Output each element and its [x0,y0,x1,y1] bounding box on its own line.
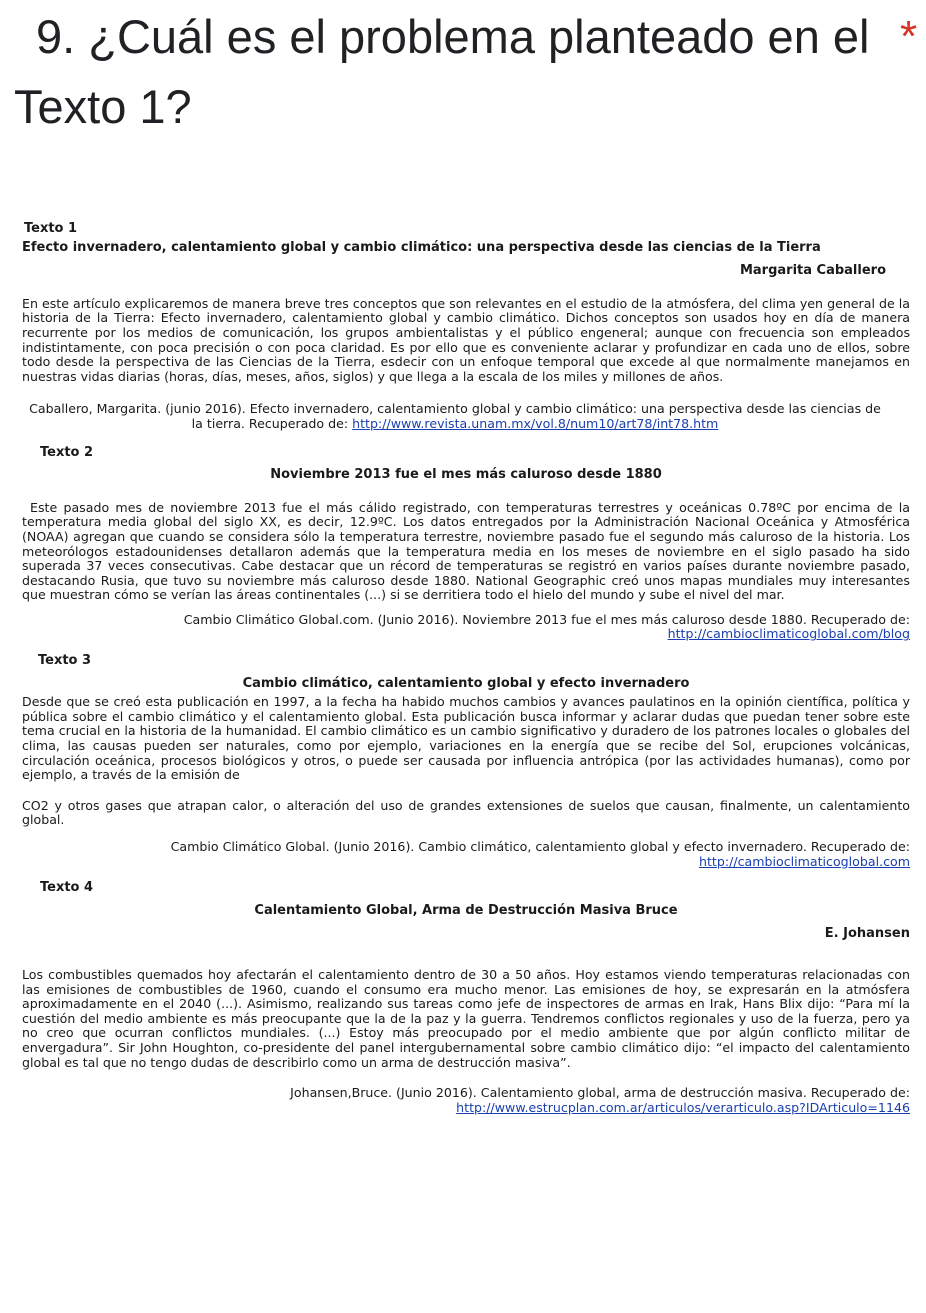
text3-body-continued: CO2 y otros gases que atrapan calor, o alteración del uso de grandes extensiones de suelos que causan, finalmente, un calentamiento global. [22,797,910,828]
text3-citation [22,840,910,869]
text4-body: Los combustibles quemados hoy afectarán el calentamiento dentro de 30 a 50 años. Hoy estamos viendo temperaturas relacionadas con las emisiones de combustibles de 1960, cuando el consumo era mucho menor. Las emisiones de hoy, se expresarán en la atmósfera aproximadamente en el 2040 (...). Asimismo, realizando sus tareas como jefe de inspectores de armas en Irak, Hans Blix dijo: “Para mí la cuestión del medio ambiente es más preocupante que la de la paz y la guerra. Tendremos conflictos regionales y uso de la fuerza, pero ya no creo que ocurran conflictos mundiales. (...) Estoy más preocupado por el medio ambiente que por algún conflicto militar de envergadura”. Sir John Houghton, co-presidente del panel intergubernamental sobre cambio climático dijo: “el impacto del calentamiento global es tal que no tengo dudas de describirlo como un arma de destrucción masiva”. [22,966,910,1070]
text2-label: Texto 2 [40,444,94,460]
text1-label: Texto 1 [24,221,78,236]
text2-url-link[interactable]: http://cambioclimaticoglobal.com/blog [667,626,910,642]
text4-title: Calentamiento Global, Arma de Destrucción Masiva Bruce [254,902,678,918]
text4-url-link[interactable]: http://www.estrucplan.com.ar/articulos/verarticulo.asp?IDArticulo=1146 [456,1099,910,1115]
text2-citation-text: Cambio Climático Global.com. (Junio 2016). Noviembre 2013 fue el mes más caluroso desde 1880. Recuperado de: [183,611,910,627]
text4-label: Texto 4 [40,880,94,896]
text2-body: Este pasado mes de noviembre 2013 fue el más cálido registrado, con temperaturas terrestres y oceánicas 0.78ºC por encima de la temperatura media global del siglo XX, es decir, 12.9ºC. Los datos entregados por la Administración Nacional Oceánica y Atmosférica (NOAA) agregan que cuando se considera sólo la temperatura terrestre, noviembre pasado fue el segundo más caluroso de la historia. Los meteorólogos estadounidenses detallaron además que la temperatura media en los meses de noviembre en el siglo pasado ha sido superada 37 veces consecutivas. Cabe destacar que un récord de temperaturas se registró en varios países durante noviembre pasado, destacando Rusia, que tuvo su noviembre más caluroso desde 1880. National Geographic creó unos mapas mundiales muy interesantes que muestran cómo se verían las áreas continentales (...) si se derritiera todo el hielo del mundo y sube el nivel del mar. [22,499,910,603]
text4-citation-text: Johansen,Bruce. (Junio 2016). Calentamiento global, arma de destrucción masiva. Recuperado de: [290,1085,910,1101]
text3-citation-text: Cambio Climático Global. (Junio 2016). Cambio climático, calentamiento global y efecto invernadero. Recuperado de: [170,839,910,854]
text1-title: Efecto invernadero, calentamiento global y cambio climático: una perspectiva desde las ciencias de la Tierra [22,239,821,255]
reading-document [22,222,910,1115]
text2-citation [22,613,910,642]
text4-author: E. Johansen [824,926,910,942]
text1-author: Margarita Caballero [739,263,886,279]
text1-citation [22,402,910,431]
text1-body: En este artículo explicaremos de manera breve tres conceptos que son relevantes en el estudio de la atmósfera, del clima yen general de la historia de la Tierra: Efecto invernadero, calentamiento global y cambio climático. Dichos conceptos son usados hoy en día de manera recurrente por los medios de comunicación, los grupos ambientalistas y el público engeneral; aunque con frecuencia son empleados indistintamente, con poca precisión o con poca claridad. Es por ello que es conveniente aclarar y profundizar en cada uno de ellos, sobre todo desde la perspectiva de las Ciencias de la Tierra, esdecir con un enfoque temporal que excede al que normalmente manejamos en nuestras vidas diarias (horas, días, meses, años, siglos) y que llega a la escala de los miles y millones de años. [22,295,910,384]
question-text-line1: 9. ¿Cuál es el problema planteado en el [36,10,870,63]
required-asterisk: * [900,12,918,61]
text3-label: Texto 3 [38,653,92,669]
text4-citation [22,1086,910,1115]
text3-title: Cambio climático, calentamiento global y efecto invernadero [242,675,690,691]
text1-url-link[interactable]: http://www.revista.unam.mx/vol.8/num10/art78/int78.htm [352,415,719,431]
text2-title: Noviembre 2013 fue el mes más caluroso desde 1880 [270,467,662,483]
text1-citation-text: Caballero, Margarita. (junio 2016). Efecto invernadero, calentamiento global y cambio climático: una perspectiva desde las ciencias de la tierra. Recuperado de: [29,401,881,431]
text3-url-link[interactable]: http://cambioclimaticoglobal.com [699,853,910,869]
question-text-line2: Texto 1? [14,80,192,133]
text3-body: Desde que se creó esta publicación en 1997, a la fecha ha habido muchos cambios y avances paulatinos en la opinión científica, política y pública sobre el cambio climático y el calentamiento global. Esta publicación busca informar y aclarar dudas que puedan tener sobre este tema crucial en la historia de la humanidad. El cambio climático es un cambio significativo y duradero de los patrones locales o globales del clima, las causas pueden ser naturales, como por ejemplo, variaciones en la energía que se recibe del Sol, erupciones volcánicas, circulación oceánica, procesos biológicos y otros, o puede ser causada por influencia antrópica (por las actividades humanas), como por ejemplo, a través de la emisión de [22,694,910,783]
